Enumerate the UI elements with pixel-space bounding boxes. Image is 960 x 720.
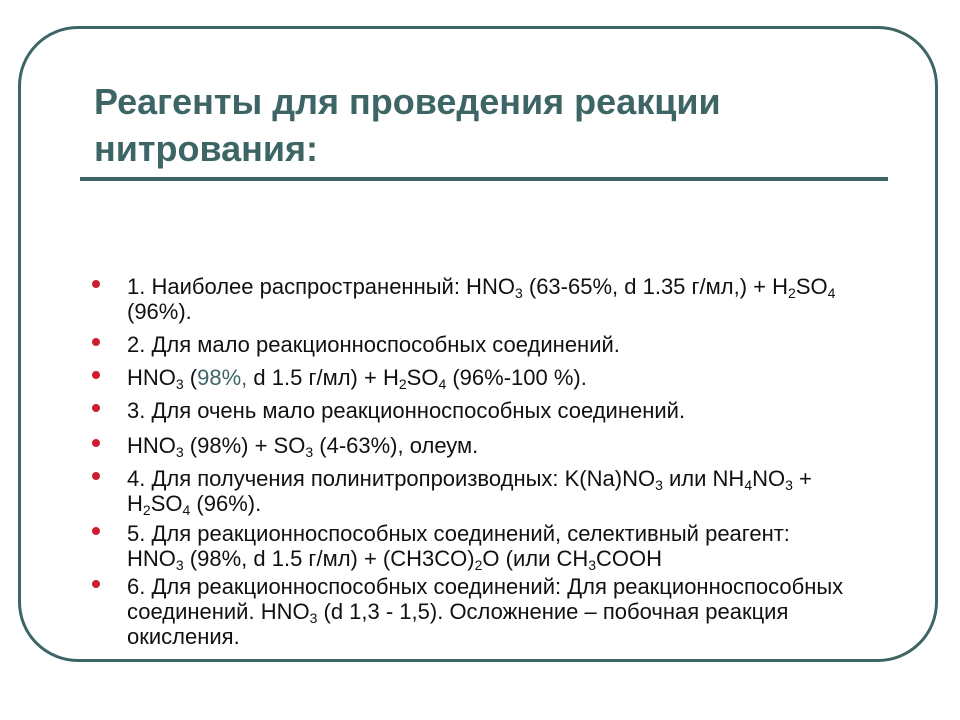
subscript: 3 — [588, 557, 597, 573]
bullet-item-1 — [92, 274, 852, 324]
bullet-item-6 — [92, 466, 852, 516]
bullet-text: или NH — [662, 466, 745, 491]
subscript: 2 — [474, 557, 483, 573]
bullet-dot-icon — [92, 580, 100, 588]
subscript: 4 — [744, 477, 753, 493]
subscript: 3 — [175, 444, 184, 460]
subscript: 3 — [309, 610, 318, 626]
subscript: 4 — [182, 502, 191, 518]
bullet-text: SO — [795, 274, 828, 299]
bullet-text: 5. Для реакционноспособных соединений, селективный реагент: HNO — [127, 521, 790, 571]
bullet-text: (d 1,3 - 1,5). Осложнение – побочная реакция окисления. — [127, 599, 789, 649]
bullet-text: ( — [183, 365, 198, 390]
bullet-item-8 — [92, 574, 852, 649]
bullet-text: (98%) + SO — [183, 433, 306, 458]
subscript: 3 — [175, 376, 184, 392]
subscript: 3 — [514, 285, 523, 301]
bullet-text: 3. Для очень мало реакционноспособных соединений. — [127, 398, 686, 423]
bullet-item-2 — [92, 332, 852, 357]
subscript: 2 — [398, 376, 407, 392]
bullet-text: 1. Наиболее распространенный: HNO — [127, 274, 515, 299]
bullet-text: O (или CH — [482, 546, 589, 571]
bullet-text: HNO — [127, 433, 176, 458]
title-underline — [80, 177, 888, 181]
bullet-text: + H — [127, 466, 812, 516]
subscript: 3 — [655, 477, 663, 493]
bullet-text: HNO — [127, 365, 176, 390]
bullet-dot-icon — [92, 472, 100, 480]
bullet-text: d 1.5 г/мл) + H — [247, 365, 399, 390]
highlighted-value: 98%, — [197, 365, 248, 390]
bullet-item-5 — [92, 433, 852, 458]
subscript: 2 — [788, 285, 796, 301]
bullet-text: 6. Для реакционноспособных соединений: Для реакционноспособных соединений. HNO — [127, 574, 844, 624]
bullet-dot-icon — [92, 527, 100, 535]
subscript: 3 — [785, 477, 793, 493]
bullet-text: (96%). — [190, 491, 262, 516]
bullet-text: 2. Для мало реакционноспособных соединений. — [127, 332, 620, 357]
subscript: 3 — [305, 444, 314, 460]
bullet-text: (96%). — [127, 299, 192, 324]
subscript: 4 — [827, 285, 836, 301]
slide-title: Реагенты для проведения реакции нитрования: — [94, 81, 721, 169]
bullet-text: (98%, d 1.5 г/мл) + (CH3CO) — [183, 546, 475, 571]
bullet-list — [92, 274, 852, 649]
subscript: 2 — [142, 502, 151, 518]
bullet-text: NO — [752, 466, 786, 491]
bullet-item-3 — [92, 365, 852, 390]
bullet-dot-icon — [92, 338, 100, 346]
bullet-dot-icon — [92, 371, 100, 379]
bullet-dot-icon — [92, 439, 100, 447]
bullet-dot-icon — [92, 404, 100, 412]
bullet-item-7 — [92, 521, 852, 571]
bullet-text: (63-65%, d 1.35 г/мл,) + H — [522, 274, 789, 299]
bullet-dot-icon — [92, 280, 100, 288]
bullet-text: 4. Для получения полинитропроизводных: K(Na)NO — [127, 466, 656, 491]
subscript: 3 — [175, 557, 184, 573]
bullet-text: COOH — [596, 546, 663, 571]
bullet-text: SO — [406, 365, 439, 390]
bullet-text: (4-63%), олеум. — [313, 433, 479, 458]
bullet-text: SO — [150, 491, 183, 516]
subscript: 4 — [438, 376, 447, 392]
bullet-item-4 — [92, 398, 852, 423]
bullet-text: (96%-100 %). — [446, 365, 587, 390]
